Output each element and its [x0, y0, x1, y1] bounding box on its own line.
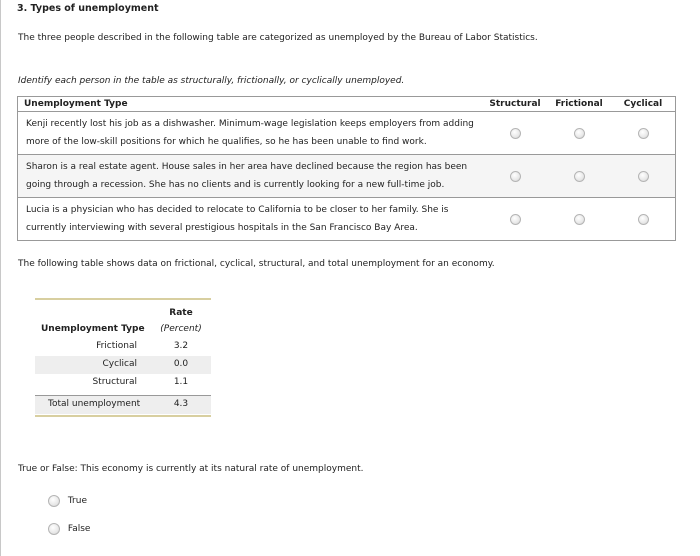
classification-table — [17, 96, 676, 241]
header-unemployment-type: Unemployment Type — [41, 324, 145, 334]
lucia-cyclical-radio[interactable] — [638, 214, 649, 225]
row-value-total: 4.3 — [173, 399, 189, 409]
option-false[interactable] — [48, 523, 90, 535]
row-description-sharon: Sharon is a real estate agent. House sales in her area have declined because the region has been going through a recession. She has no clients and is currently looking for a new full-time job. — [18, 155, 484, 198]
data-table-intro: The following table shows data on frictional, cyclical, structural, and total unemployment for an economy. — [18, 259, 495, 269]
lucia-structural-radio[interactable] — [510, 214, 521, 225]
row-description-lucia: Lucia is a physician who has decided to relocate to California to be closer to her family. She is currently interviewing with several prestigious hospitals in the San Francisco Bay Area. — [18, 198, 484, 241]
row-label-frictional: Frictional — [96, 341, 137, 351]
header-structural: Structural — [483, 97, 547, 112]
option-false-label: False — [67, 524, 91, 534]
table-row — [18, 198, 676, 241]
row-label-total: Total unemployment — [48, 399, 141, 409]
header-frictional: Frictional — [547, 97, 611, 112]
table-row — [18, 112, 676, 155]
row-value-structural: 1.1 — [173, 377, 189, 387]
header-rate: Rate — [169, 308, 193, 318]
left-border — [0, 0, 1, 556]
question-intro: The three people described in the following table are categorized as unemployed by the Bureau of Labor Statistics. — [18, 33, 538, 43]
header-cyclical: Cyclical — [611, 97, 676, 112]
table-row — [35, 338, 211, 356]
table-row — [35, 374, 211, 392]
classification-header-row — [18, 97, 676, 112]
table-row — [35, 356, 211, 374]
table-row — [18, 155, 676, 198]
header-unemployment-type: Unemployment Type — [18, 97, 484, 112]
true-false-question: True or False: This economy is currently at its natural rate of unemployment. — [18, 464, 364, 474]
option-true-label: True — [67, 496, 87, 506]
sharon-frictional-radio[interactable] — [574, 171, 585, 182]
row-label-cyclical: Cyclical — [102, 359, 137, 369]
table-row-total — [35, 395, 211, 414]
kenji-frictional-radio[interactable] — [574, 128, 585, 139]
option-true[interactable] — [48, 495, 87, 507]
sharon-structural-radio[interactable] — [510, 171, 521, 182]
row-value-cyclical: 0.0 — [173, 359, 189, 369]
question-title: 3. Types of unemployment — [17, 3, 159, 14]
sharon-cyclical-radio[interactable] — [638, 171, 649, 182]
question-instruction: Identify each person in the table as structurally, frictionally, or cyclically unemployed. — [18, 76, 405, 86]
row-label-structural: Structural — [92, 377, 137, 387]
kenji-structural-radio[interactable] — [510, 128, 521, 139]
true-radio[interactable] — [48, 495, 60, 507]
false-radio[interactable] — [48, 523, 60, 535]
lucia-frictional-radio[interactable] — [574, 214, 585, 225]
table-bottom-rule — [35, 415, 211, 417]
row-description-kenji: Kenji recently lost his job as a dishwasher. Minimum-wage legislation keeps employers from adding more of the low-skill positions for which he qualifies, so he has been unable to find work. — [18, 112, 484, 155]
table-top-rule — [35, 298, 211, 300]
row-value-frictional: 3.2 — [173, 341, 189, 351]
header-percent: (Percent) — [160, 324, 202, 334]
kenji-cyclical-radio[interactable] — [638, 128, 649, 139]
